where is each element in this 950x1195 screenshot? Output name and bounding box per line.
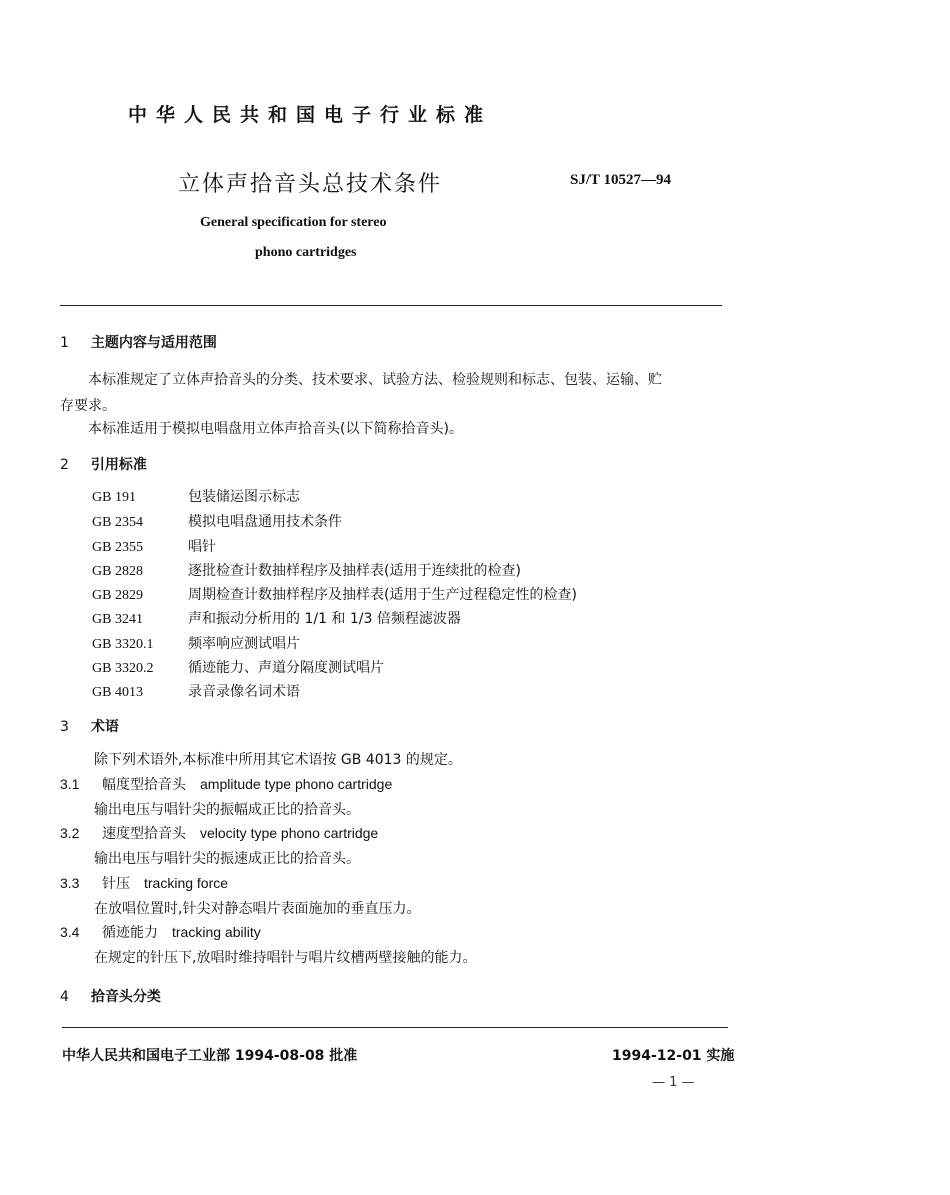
standard-code-cell: GB 3241 [92, 612, 143, 627]
term-definition: 输出电压与唱针尖的振速成正比的拾音头。 [94, 851, 360, 867]
term-definition: 在放唱位置时,针尖对静态唱片表面施加的垂直压力。 [94, 901, 421, 917]
term-heading [60, 922, 261, 942]
standard-title-cell: 周期检查计数抽样程序及抽样表(适用于生产过程稳定性的检查) [188, 587, 577, 603]
section-2-heading [60, 454, 147, 474]
standard-code-cell: GB 3320.2 [92, 661, 154, 676]
term-number: 3.3 [60, 875, 80, 891]
term-heading [60, 873, 228, 893]
standard-reference-row [92, 560, 521, 580]
term-number: 3.4 [60, 924, 80, 940]
section-title: 引用标准 [90, 457, 147, 473]
section-number: 4 [60, 989, 69, 1005]
section-3-intro: 除下列术语外,本标准中所用其它术语按 GB 4013 的规定。 [94, 752, 462, 768]
standard-reference-row [92, 633, 300, 653]
section-3-heading [60, 716, 119, 736]
footer-divider [62, 1027, 728, 1028]
standard-title-cell: 循迹能力、声道分隔度测试唱片 [188, 660, 384, 676]
standard-reference-row [92, 657, 384, 677]
section-title: 术语 [90, 719, 119, 735]
effective-date: 1994-12-01 实施 [612, 1048, 735, 1064]
section-number: 2 [60, 457, 69, 473]
term-heading [60, 774, 392, 794]
term-definition: 在规定的针压下,放唱时维持唱针与唱片纹槽两壁接触的能力。 [94, 950, 477, 966]
document-title-en-line1: General specification for stereo [200, 215, 387, 230]
standard-reference-row [92, 486, 300, 506]
standard-code-cell: GB 2829 [92, 588, 143, 603]
standard-title-cell: 模拟电唱盘通用技术条件 [188, 514, 342, 530]
section-1-heading [60, 332, 217, 352]
section-1-para1-line2: 存要求。 [60, 398, 116, 414]
standard-reference-row [92, 681, 300, 701]
standard-category-heading: 中华人民共和国电子行业标准 [128, 104, 493, 126]
term-name-en: tracking force [144, 875, 229, 891]
term-number: 3.2 [60, 825, 80, 841]
section-number: 3 [60, 719, 69, 735]
standard-title-cell: 频率响应测试唱片 [188, 636, 300, 652]
standard-code-cell: GB 3320.1 [92, 637, 154, 652]
section-1-para1-line1: 本标准规定了立体声拾音头的分类、技术要求、试验方法、检验规则和标志、包装、运输、贮 [88, 372, 662, 388]
term-heading [60, 823, 378, 843]
section-1-para2: 本标准适用于模拟电唱盘用立体声拾音头(以下简称拾音头)。 [88, 421, 463, 437]
standard-title-cell: 录音录像名词术语 [188, 684, 300, 700]
standard-reference-row [92, 584, 577, 604]
term-name-cn: 速度型拾音头 [102, 826, 186, 842]
standard-code-cell: GB 2355 [92, 540, 143, 555]
section-title: 拾音头分类 [90, 989, 161, 1005]
section-number: 1 [60, 335, 69, 351]
page-number: — 1 — [652, 1075, 695, 1090]
term-name-cn: 循迹能力 [102, 925, 158, 941]
term-definition: 输出电压与唱针尖的振幅成正比的拾音头。 [94, 802, 360, 818]
document-title-en-line2: phono cartridges [255, 245, 357, 260]
standard-title-cell: 唱针 [188, 539, 216, 555]
standard-reference-row [92, 511, 342, 531]
term-number: 3.1 [60, 776, 80, 792]
standard-code-cell: GB 2354 [92, 515, 143, 530]
standard-title-cell: 包装储运图示标志 [188, 489, 300, 505]
header-divider [60, 305, 722, 306]
section-title: 主题内容与适用范围 [90, 335, 217, 351]
term-name-en: velocity type phono cartridge [200, 825, 379, 841]
document-title-cn: 立体声拾音头总技术条件 [178, 172, 443, 197]
term-name-en: tracking ability [172, 924, 261, 940]
standard-code-cell: GB 4013 [92, 685, 143, 700]
standard-code-cell: GB 191 [92, 490, 136, 505]
standard-code: SJ/T 10527—94 [570, 172, 671, 188]
standard-reference-row [92, 536, 216, 556]
approval-statement: 中华人民共和国电子工业部 1994-08-08 批准 [62, 1048, 358, 1064]
term-name-cn: 幅度型拾音头 [102, 777, 186, 793]
term-name-cn: 针压 [102, 876, 130, 892]
standard-code-cell: GB 2828 [92, 564, 143, 579]
standard-title-cell: 逐批检查计数抽样程序及抽样表(适用于连续批的检查) [188, 563, 521, 579]
standard-title-cell: 声和振动分析用的 1/1 和 1/3 倍频程滤波器 [188, 611, 461, 627]
term-name-en: amplitude type phono cartridge [200, 776, 393, 792]
standard-reference-row [92, 608, 461, 628]
section-4-heading [60, 986, 161, 1006]
